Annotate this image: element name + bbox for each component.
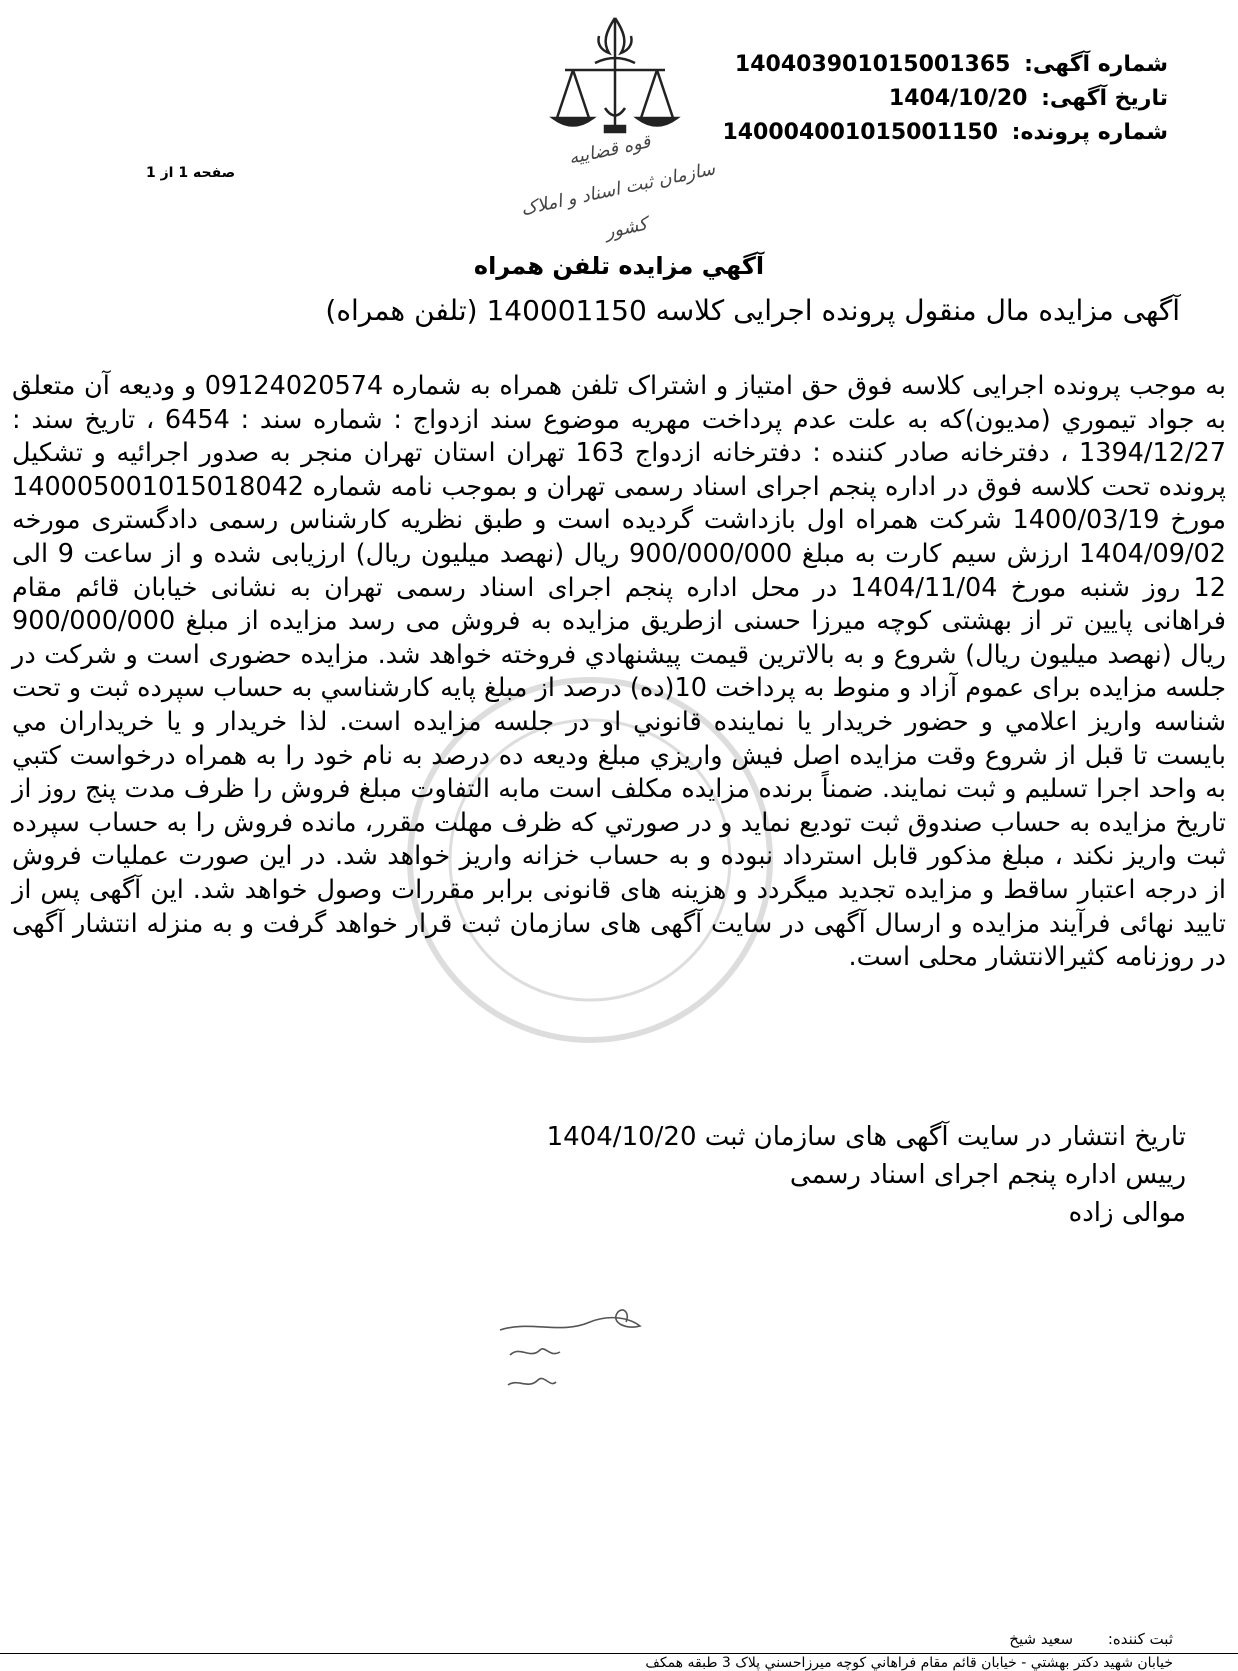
case-number: 140004001015001150 <box>722 120 998 145</box>
office-address: خیابان شهید دکتر بهشتي - خیابان قائم مقام فراهاني کوچه میرزاحسني پلاک 3 طبقه همکف <box>645 1655 1173 1671</box>
header-meta <box>716 48 1168 150</box>
page-number: صفحه 1 از 1 <box>146 165 236 181</box>
signer-position: رییس اداره پنجم اجرای اسناد رسمی <box>789 1160 1186 1190</box>
ad-number-row <box>716 48 1168 82</box>
emblem-line-1: قوه قضاییه <box>566 131 653 169</box>
page-subtitle: آگهی مزایده مال منقول پرونده اجرایی کلاسه 140001150 (تلفن همراه) <box>325 294 1180 327</box>
ad-date-row <box>716 82 1168 116</box>
registrar-label: ثبت کننده: <box>1107 1630 1173 1648</box>
signature-block <box>547 1118 1186 1232</box>
case-number-row <box>716 116 1168 150</box>
ad-number-label: شماره آگهی: <box>1024 52 1168 77</box>
registrar-line <box>1009 1630 1173 1648</box>
signer-name: موالی زاده <box>1068 1198 1186 1228</box>
publish-date-line: تاریخ انتشار در سایت آگهی های سازمان ثبت 1404/10/20 <box>546 1122 1186 1152</box>
notice-body: به موجب پرونده اجرایی کلاسه فوق حق امتیاز و اشتراک تلفن همراه به شماره 09124020574 و ودیعه آن متعلق به جواد تیموري (مدیون)که به علت عدم پرداخت مهریه موضوع سند ازدواج : شماره سند : 6454 ، تاریخ سند : 1394/12/27 ، دفترخانه صادر کننده : دفترخانه ازدواج 163 تهران استان تهران منجر به صدور اجرائیه و تشکیل پرونده تحت کلاسه فوق در اداره پنجم اجرای اسناد رسمی تهران و بموجب نامه شماره 140005001015018042 مورخ 1400/03/19 شرکت همراه اول بازداشت گردیده است و طبق نظریه کارشناس رسمی دادگستری مورخه 1404/09/02 ارزش سیم کارت به مبلغ 900/000/000 ریال (نهصد میلیون ریال) ارزیابی شده و از ساعت 9 الی 12 روز شنبه مورخ 1404/11/04 در محل اداره پنجم اجرای اسناد رسمی تهران به نشانی خیابان قائم مقام فراهانی پایین تر از بهشتی کوچه میرزا حسنی ازطریق مزایده به فروش می رسد مزایده از مبلغ 900/000/000 ریال (نهصد میلیون ریال) شروع و به بالاترین قیمت پیشنهادي فروخته خواهد شد. مزایده حضوری است و شرکت در جلسه مزایده برای عموم آزاد و منوط به پرداخت 10(ده) درصد از مبلغ پایه کارشناسي به حساب سپرده ثبت و تحت شناسه واریز اعلامي و حضور خریدار یا نماینده قانوني او در جلسه مزایده است. لذا خریدار و یا خریداران مي بایست تا قبل از شروع وقت مزایده اصل فیش واریزي مبلغ ودیعه ده درصد به نام خود را به همراه درخواست کتبي به واحد اجرا تسلیم و ثبت نمایند. ضمناً برنده مزایده مکلف است مابه التفاوت مبلغ فروش را ظرف مدت پنج روز از تاریخ مزایده به حساب صندوق ثبت تودیع نماید و در صورتي که ظرف مهلت مقرر، مانده فروش را به حساب سپرده ثبت واریز نکند ، مبلغ مذکور قابل استرداد نبوده و به حساب خزانه واریز خواهد شد. در این صورت عملیات فروش از درجه اعتبار ساقط و مزایده تجدید میگردد و هزینه های قانونی برابر مقررات وصول خواهد شد. این آگهی پس از تایید نهائی فرآیند مزایده و ارسال آگهی در سایت آگهی های سازمان ثبت قرار خواهد گرفت و به منزله انتشار آگهی در روزنامه کثیرالانتشار محلی است. <box>12 371 1226 973</box>
registrar-name: سعید شیخ <box>1009 1630 1074 1648</box>
ad-date: 1404/10/20 <box>888 86 1028 111</box>
handwritten-signature-icon <box>490 1300 660 1400</box>
emblem-caption <box>508 110 722 244</box>
ad-date-label: تاریخ آگهی: <box>1041 86 1168 111</box>
case-number-label: شماره پرونده: <box>1011 120 1168 145</box>
page-title: آگهي مزايده تلفن همراه <box>473 252 765 280</box>
footer-divider <box>0 1653 1238 1654</box>
ad-number: 140403901015001365 <box>734 52 1011 77</box>
emblem-line-2: سازمان ثبت اسناد و املاک کشور <box>519 158 717 244</box>
